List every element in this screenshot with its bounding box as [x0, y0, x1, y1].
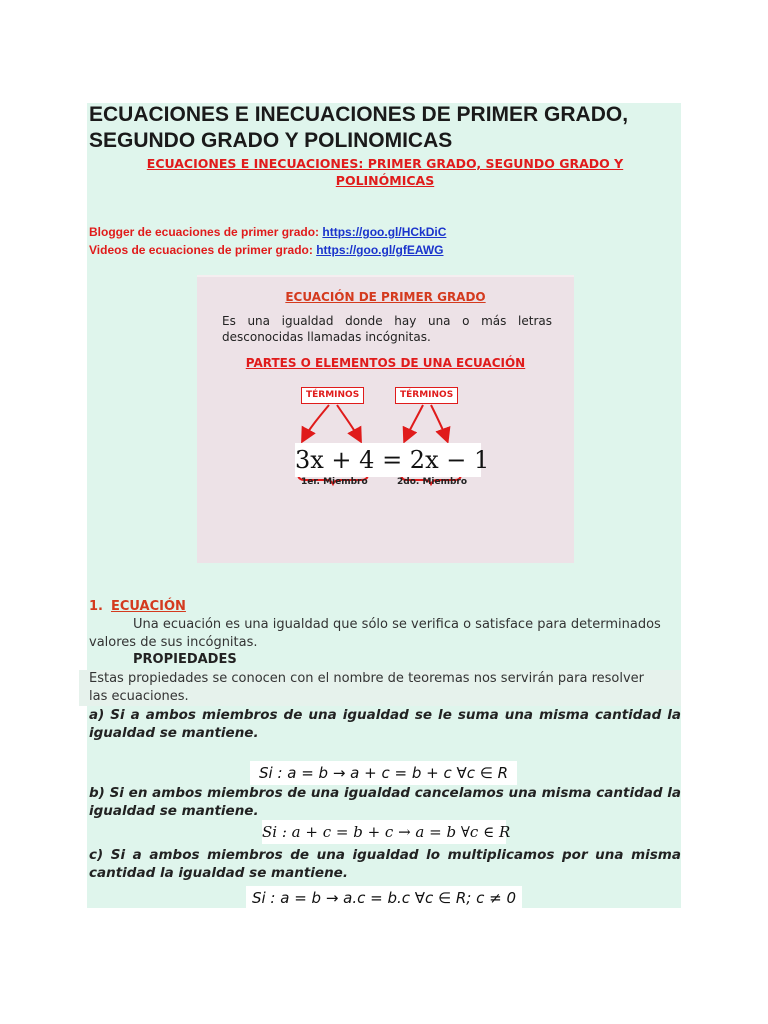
rule-c-text: c) Si a ambos miembros de una igualdad lo multiplicamos por una misma cantidad la igualdad se mantiene.: [89, 847, 681, 881]
properties-intro: [79, 670, 681, 706]
blogger-link-label: Blogger de ecuaciones de primer grado:: [89, 225, 323, 239]
arrow-right-2: [431, 405, 447, 440]
equation-parts-figure: [197, 275, 574, 563]
videos-link[interactable]: https://goo.gl/gfEAWG: [316, 243, 444, 257]
title-line-1: ECUACIONES E INECUACIONES DE PRIMER GRADO,: [89, 103, 629, 126]
rule-b-formula: Si : a + c = b + c → a = b ∀c ∈ R: [262, 820, 506, 844]
section-1-intro: [89, 616, 681, 652]
properties-intro-line-2: las ecuaciones.: [89, 689, 189, 704]
figure-heading: ECUACIÓN DE PRIMER GRADO: [285, 290, 486, 304]
term-label-right: TÉRMINOS: [395, 387, 458, 404]
properties-intro-line-1: Estas propiedades se conocen con el nombre de teoremas nos servirán para resolver: [89, 671, 645, 686]
rule-b-text: b) Si en ambos miembros de una igualdad cancelamos una misma cantidad la igualdad se mantiene.: [89, 785, 681, 819]
member-right-label: 2do. Miembro: [397, 477, 468, 487]
figure-definition: Es una igualdad donde hay una o más letras desconocidas llamadas incógnitas.: [222, 314, 552, 344]
intro-line-1: Una ecuación es una igualdad que sólo se verifica o satisface para determinados: [133, 617, 661, 632]
rule-a-text: a) Si a ambos miembros de una igualdad se le suma una misma cantidad la igualdad se mantiene.: [89, 707, 681, 741]
figure-parts-heading: PARTES O ELEMENTOS DE UNA ECUACIÓN: [245, 356, 526, 370]
rule-a-formula: Si : a = b → a + c = b + c ∀c ∈ R: [250, 761, 517, 785]
equation-box: [295, 443, 490, 477]
term-arrows: [197, 277, 574, 563]
document-subtitle[interactable]: [120, 155, 650, 189]
document-title: [89, 102, 679, 154]
section-1-heading: [89, 599, 186, 614]
title-line-2: SEGUNDO GRADO Y POLINOMICAS: [89, 129, 453, 152]
arrow-left-2: [337, 405, 360, 440]
subtitle-line-1: ECUACIONES E INECUACIONES: PRIMER GRADO, SEGUNDO GRADO Y: [146, 156, 624, 171]
rule-c-formula: Si : a = b → a.c = b.c ∀c ∈ R; c ≠ 0: [246, 886, 522, 910]
intro-line-2: valores de sus incógnitas.: [89, 635, 258, 650]
blogger-link[interactable]: https://goo.gl/HCkDiC: [322, 225, 447, 239]
member-left-label: 1er. Miembro: [301, 477, 368, 487]
arrow-right-1: [405, 405, 423, 440]
arrow-left-1: [303, 405, 329, 440]
section-1-number: 1.: [89, 599, 103, 614]
subtitle-line-2: POLINÓMICAS: [335, 173, 435, 188]
videos-link-line: [89, 243, 444, 257]
section-1-title: ECUACIÓN: [110, 599, 186, 614]
properties-heading: PROPIEDADES: [133, 652, 237, 667]
example-equation: 3x + 4 = 2x − 1: [295, 446, 490, 474]
blogger-link-line: [89, 225, 446, 239]
term-label-left: TÉRMINOS: [301, 387, 364, 404]
videos-link-label: Videos de ecuaciones de primer grado:: [89, 243, 317, 257]
